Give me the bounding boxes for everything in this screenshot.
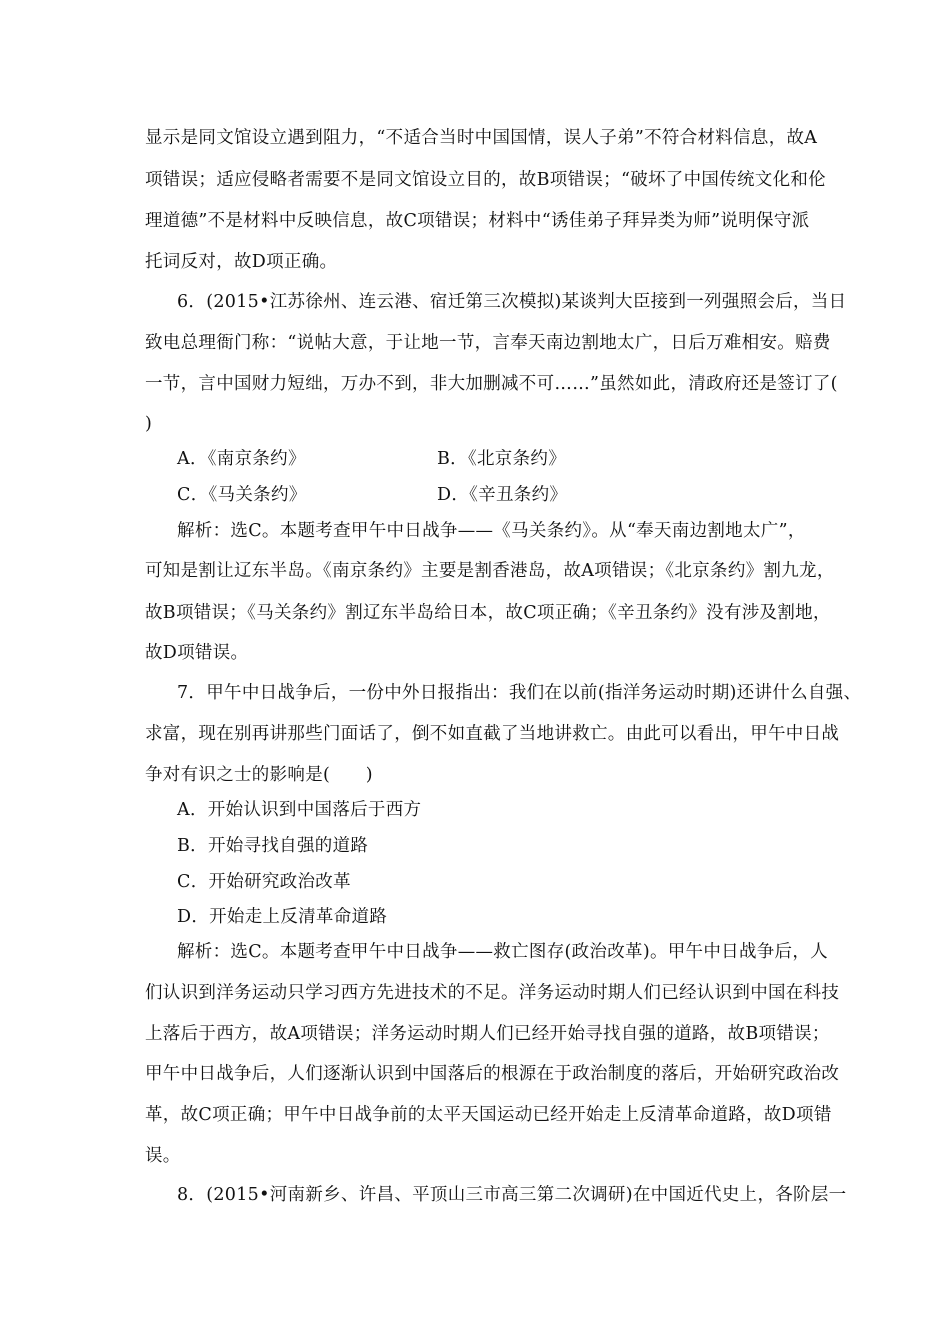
question-6-stem: ) — [145, 414, 153, 434]
question-7-stem: 争对有识之士的影响是( ) — [145, 765, 373, 785]
analysis-6: 可知是割让辽东半岛。《南京条约》主要是割香港岛，故A项错误；《北京条约》割九龙， — [145, 561, 835, 581]
option-d: D．《辛丑条约》 — [437, 485, 568, 505]
analysis-6: 故B项错误；《马关条约》割辽东半岛给日本，故C项正确；《辛丑条约》没有涉及割地， — [145, 603, 831, 623]
question-7-stem: 求富，现在别再讲那些门面话了，倒不如直截了当地讲救亡。由此可以看出，甲午中日战 — [145, 724, 840, 744]
analysis-7: 解析：选C。本题考查甲午中日战争——救亡图存(政治改革)。甲午中日战争后，人 — [177, 942, 828, 962]
option-d: D．开始走上反清革命道路 — [177, 907, 388, 927]
question-6-stem: 6．(2015•江苏徐州、连云港、宿迁第三次模拟)某谈判大臣接到一列强照会后，当日 — [177, 292, 847, 312]
option-c: C．开始研究政治改革 — [177, 872, 351, 892]
text-line: 显示是同文馆设立遇到阻力，“不适合当时中国国情，误人子弟”不符合材料信息，故A — [145, 128, 818, 148]
text-line: 项错误；适应侵略者需要不是同文馆设立目的，故B项错误；“破坏了中国传统文化和伦 — [145, 170, 827, 190]
analysis-6: 解析：选C。本题考查甲午中日战争——《马关条约》。从“奉天南边割地太广”， — [177, 521, 806, 541]
option-b: B．《北京条约》 — [437, 449, 567, 469]
analysis-7: 上落后于西方，故A项错误；洋务运动时期人们已经开始寻找自强的道路，故B项错误； — [145, 1024, 830, 1044]
question-6-stem: 一节，言中国财力短绌，万办不到，非大加删减不可……”虽然如此，清政府还是签订了( — [145, 374, 838, 394]
option-c: C．《马关条约》 — [177, 485, 307, 505]
analysis-7: 革，故C项正确；甲午中日战争前的太平天国运动已经开始走上反清革命道路，故D项错 — [145, 1105, 832, 1125]
question-7-stem: 7．甲午中日战争后，一份中外日报指出：我们在以前(指洋务运动时期)还讲什么自强、 — [177, 683, 862, 703]
analysis-7: 们认识到洋务运动只学习西方先进技术的不足。洋务运动时期人们已经认识到中国在科技 — [145, 983, 840, 1003]
option-a: A．开始认识到中国落后于西方 — [177, 800, 422, 820]
option-a: A．《南京条约》 — [177, 449, 306, 469]
analysis-7: 误。 — [145, 1146, 181, 1166]
analysis-7: 甲午中日战争后，人们逐渐认识到中国落后的根源在于政治制度的落后，开始研究政治改 — [145, 1064, 840, 1084]
question-8-stem: 8．(2015•河南新乡、许昌、平顶山三市高三第二次调研)在中国近代史上，各阶层一 — [177, 1185, 847, 1205]
question-6-stem: 致电总理衙门称：“说帖大意，于让地一节，言奉天南边割地太广，日后万难相安。赔费 — [145, 333, 831, 353]
text-line: 理道德”不是材料中反映信息，故C项错误；材料中“诱佳弟子拜异类为师”说明保守派 — [145, 211, 810, 231]
analysis-6: 故D项错误。 — [145, 643, 249, 663]
text-line: 托词反对，故D项正确。 — [145, 252, 338, 272]
option-b: B．开始寻找自强的道路 — [177, 836, 369, 856]
